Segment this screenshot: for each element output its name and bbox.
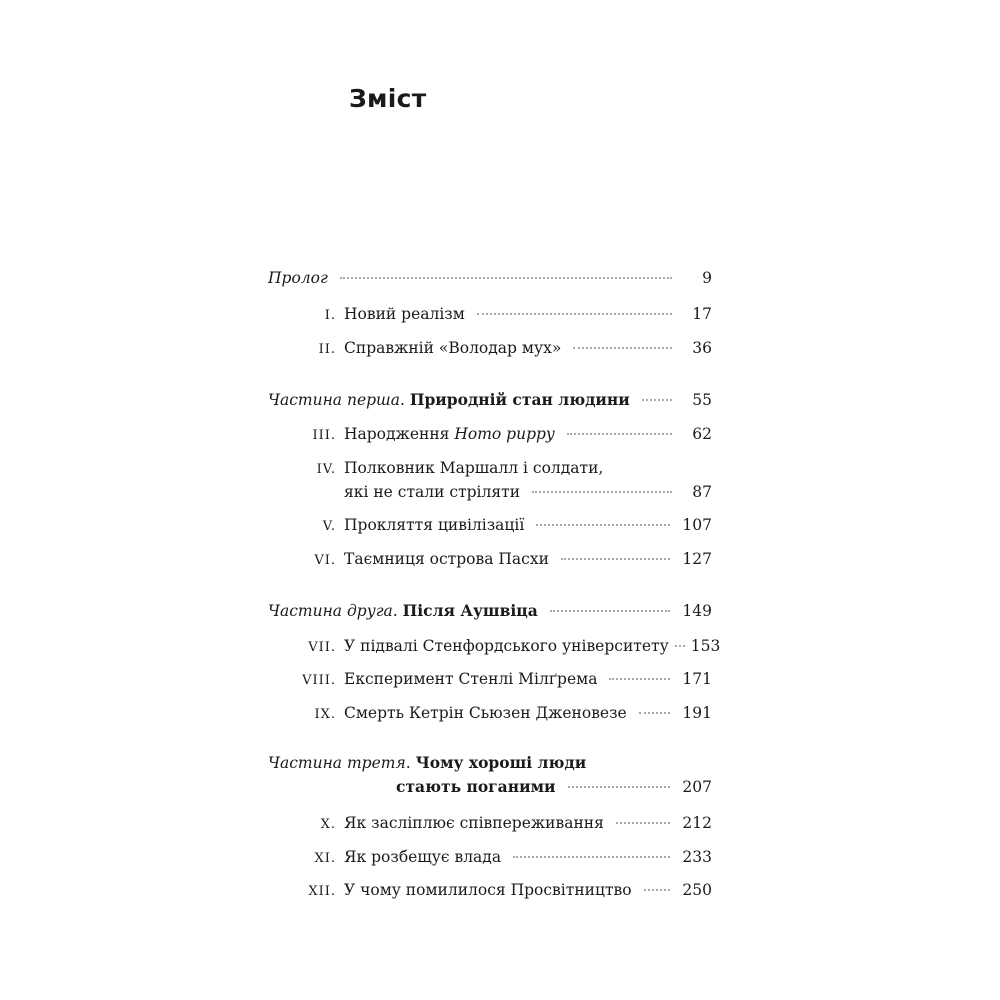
toc-entry-chapter-3[interactable] xyxy=(262,424,712,446)
page-number: 212 xyxy=(682,814,712,832)
chapter-numeral: XII. xyxy=(308,884,336,899)
toc-entry-chapter-5[interactable] xyxy=(262,515,712,537)
toc-entry-chapter-1[interactable] xyxy=(262,304,712,326)
dot-leader xyxy=(573,347,672,349)
toc-entry-chapter-2[interactable] xyxy=(262,338,712,360)
toc-entry-chapter-10[interactable] xyxy=(262,813,712,835)
chapter-numeral: X. xyxy=(320,817,336,832)
chapter-title: Народження xyxy=(344,425,455,443)
page-number: 9 xyxy=(702,269,712,287)
part-separator: . xyxy=(399,391,410,409)
part-separator: . xyxy=(405,754,416,772)
chapter-title: Новий реалізм xyxy=(344,305,465,323)
dot-leader xyxy=(340,277,672,279)
toc-part-1[interactable] xyxy=(268,390,712,410)
page-number: 233 xyxy=(682,848,712,866)
page-number: 55 xyxy=(692,391,712,409)
toc-part-3-line1[interactable] xyxy=(268,753,712,773)
page-number: 36 xyxy=(692,339,712,357)
chapter-title-continued: які не стали стріляти xyxy=(344,483,521,501)
chapter-title: Як розбещує влада xyxy=(344,848,502,866)
toc-entry-chapter-9[interactable] xyxy=(262,703,712,725)
toc-entry-chapter-11[interactable] xyxy=(262,847,712,869)
part-separator: . xyxy=(392,602,403,620)
chapter-title-italic: Homo puppy xyxy=(454,425,555,443)
chapter-numeral: VIII. xyxy=(302,673,336,688)
chapter-numeral: IV. xyxy=(316,462,336,477)
toc-entry-chapter-4-line1[interactable] xyxy=(262,458,712,480)
toc-entry-chapter-4-line2[interactable] xyxy=(262,482,712,502)
chapter-title: Таємниця острова Пасхи xyxy=(344,550,549,568)
toc-entry-chapter-7[interactable] xyxy=(262,636,721,658)
dot-leader xyxy=(532,491,672,493)
part-title: Чому хороші люди xyxy=(415,753,587,772)
chapter-numeral: II. xyxy=(318,342,336,357)
page-number: 149 xyxy=(682,602,712,620)
chapter-numeral: XI. xyxy=(314,851,336,866)
part-title-continued: стають поганими xyxy=(396,777,556,796)
chapter-numeral: III. xyxy=(312,428,336,443)
page-number: 127 xyxy=(682,550,712,568)
toc-entry-chapter-6[interactable] xyxy=(262,549,712,571)
page-title: Зміст xyxy=(349,84,427,113)
chapter-title: Смерть Кетрін Сьюзен Дженовезе xyxy=(344,704,627,722)
part-prefix: Частина друга xyxy=(268,602,393,620)
page-number: 107 xyxy=(682,516,712,534)
toc-entry-prologue[interactable] xyxy=(268,268,712,288)
chapter-numeral: V. xyxy=(322,519,336,534)
page-number: 87 xyxy=(692,483,712,501)
dot-leader xyxy=(644,889,671,891)
toc-part-3-line2[interactable] xyxy=(396,777,712,797)
chapter-numeral: VI. xyxy=(314,553,336,568)
page-number: 62 xyxy=(692,425,712,443)
part-title: Після Аушвіца xyxy=(402,601,538,620)
dot-leader xyxy=(536,524,670,526)
chapter-numeral: IX. xyxy=(314,707,336,722)
page-number: 207 xyxy=(682,778,712,796)
page-number: 250 xyxy=(682,881,712,899)
chapter-title: У чому помилилося Просвітництво xyxy=(344,881,632,899)
dot-leader xyxy=(616,822,671,824)
dot-leader xyxy=(642,399,672,401)
dot-leader xyxy=(609,678,670,680)
dot-leader xyxy=(561,558,671,560)
chapter-title: Як засліплює співпереживання xyxy=(344,814,604,832)
toc-entry-chapter-12[interactable] xyxy=(262,880,712,902)
page-number: 17 xyxy=(692,305,712,323)
chapter-title: У підвалі Стенфордського університету xyxy=(344,637,669,655)
prologue-label: Пролог xyxy=(268,269,328,287)
chapter-title: Справжній «Володар мух» xyxy=(344,339,562,357)
toc-entry-chapter-8[interactable] xyxy=(262,669,712,691)
part-title: Природній стан людини xyxy=(409,390,630,409)
chapter-title: Полковник Маршалл і солдати, xyxy=(344,459,604,477)
dot-leader xyxy=(567,433,672,435)
toc-part-2[interactable] xyxy=(268,601,712,621)
chapter-title: Прокляття цивілізації xyxy=(344,516,525,534)
page-number: 171 xyxy=(682,670,712,688)
dot-leader xyxy=(639,712,671,714)
dot-leader xyxy=(675,645,685,647)
chapter-title: Експеримент Стенлі Мілґрема xyxy=(344,670,598,688)
dot-leader xyxy=(568,786,671,788)
dot-leader xyxy=(477,313,672,315)
dot-leader xyxy=(513,856,670,858)
chapter-numeral: I. xyxy=(324,308,336,323)
dot-leader xyxy=(550,610,671,612)
part-prefix: Частина третя xyxy=(268,754,406,772)
part-prefix: Частина перша xyxy=(268,391,400,409)
page-number: 153 xyxy=(690,637,721,655)
page-number: 191 xyxy=(682,704,712,722)
chapter-numeral: VII. xyxy=(308,640,336,655)
